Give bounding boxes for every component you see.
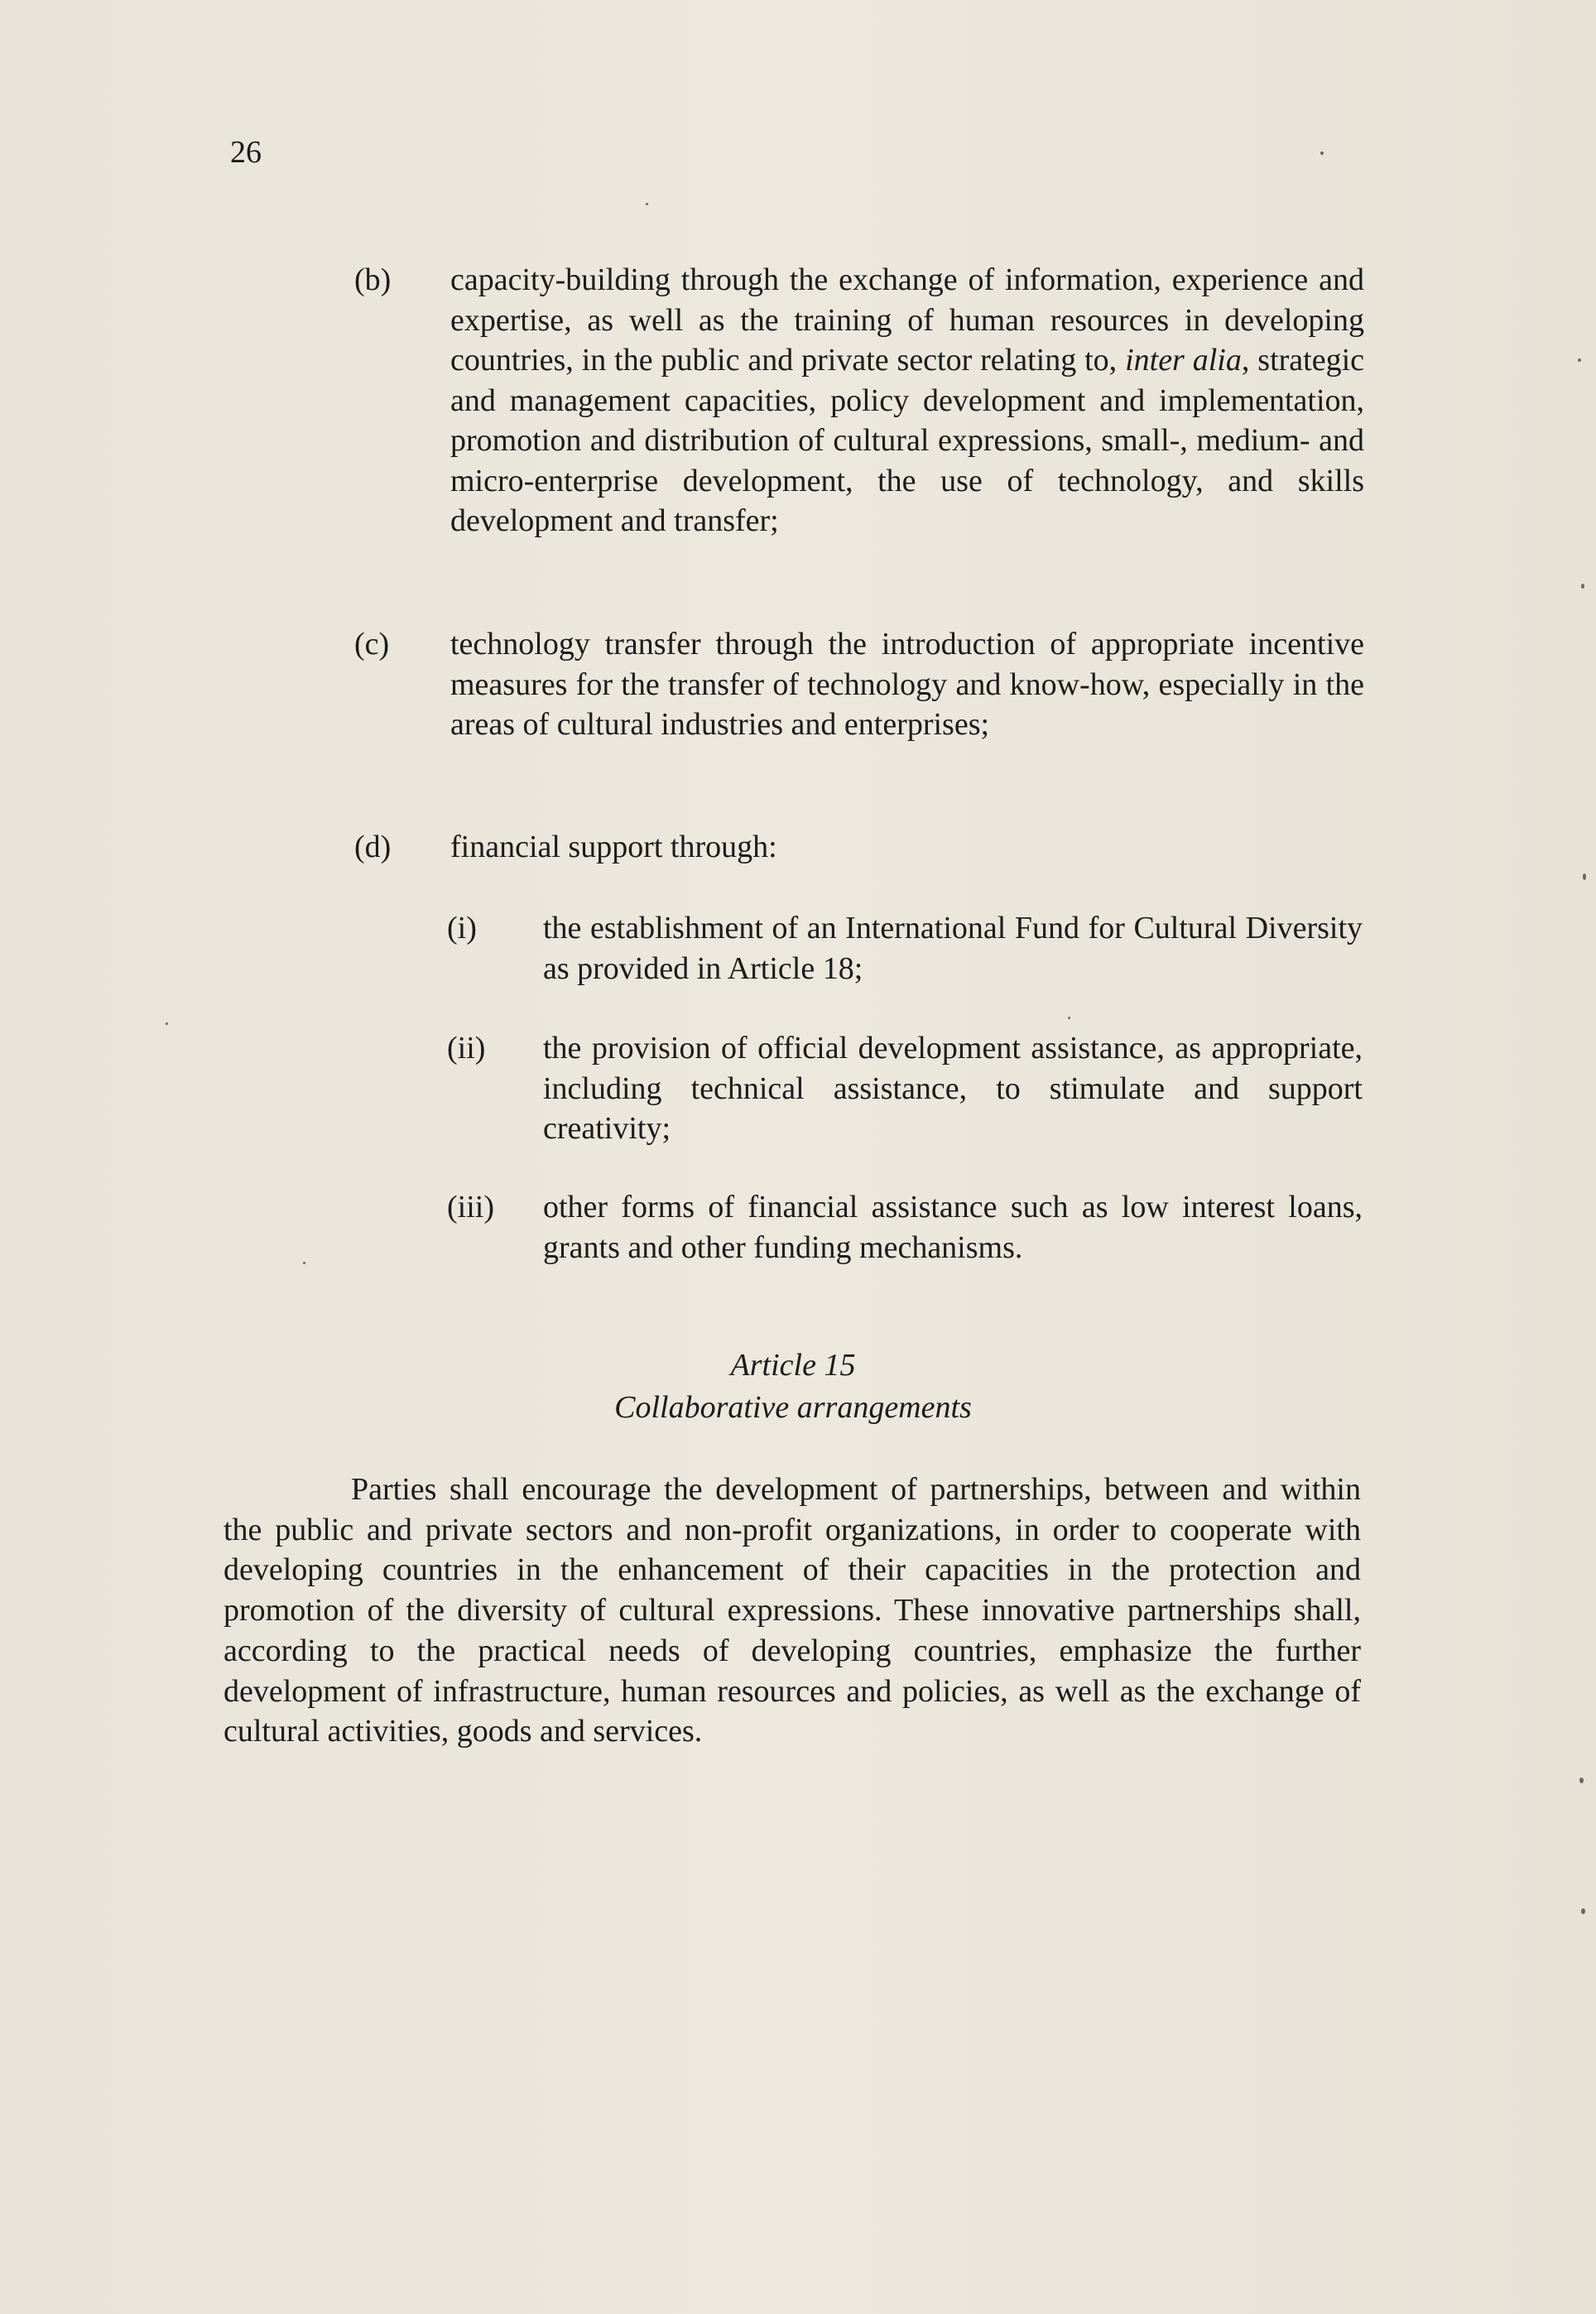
article-paragraph: Parties shall encourage the development of partnerships, between and within the public and private sectors and non-profit organizations, in order to cooperate with developing countries in the enhancement of their capacities in the protection and promotion of the diversity of cultural expressions. These innovative partnerships shall, according to the practical needs of developing countries, emphasize the further development of infrastructure, human resources and policies, as well as the exchange of cultural activities, goods and services. — [224, 1472, 1361, 1749]
sublist-marker-i: (i) — [447, 911, 477, 945]
scan-speck — [1581, 584, 1584, 589]
list-marker-b: (b) — [354, 262, 392, 297]
sublist-marker-ii: (ii) — [447, 1031, 486, 1066]
list-item-b-italic-phrase: inter alia — [1125, 343, 1242, 378]
list-marker-c: (c) — [354, 627, 390, 661]
scan-speck — [1320, 152, 1324, 155]
sublist-item-i-text: the establishment of an International Fund for Cultural Diversity as provided in Article 18; — [543, 911, 1363, 986]
list-item-b-text-part1: capacity-building through the exchange of information, experience and expertise, as well as the training of human resources in developing countries, in the public and private sector relating to, — [450, 262, 1364, 378]
scan-speck — [1583, 873, 1586, 880]
sublist-item-iii-text: other forms of financial assistance such as low interest loans, grants and other funding mechanisms. — [543, 1190, 1363, 1265]
scan-speck — [166, 1022, 168, 1025]
article-number: Article 15 — [730, 1348, 856, 1383]
page-number: 26 — [230, 135, 262, 170]
sublist-marker-iii: (iii) — [447, 1190, 494, 1224]
sublist-item-ii-text: the provision of official development assistance, as appropriate, including technical assistance, to stimulate and support creativity; — [543, 1031, 1363, 1146]
list-item-c-text: technology transfer through the introduction of appropriate incentive measures for the transfer of technology and know-how, especially in the areas of cultural industries and enterprises; — [450, 627, 1364, 742]
scan-speck — [1579, 1778, 1584, 1783]
scan-speck — [1581, 1908, 1585, 1914]
scan-speck — [303, 1262, 305, 1264]
list-marker-d: (d) — [354, 830, 392, 864]
scan-speck — [646, 203, 648, 205]
list-item-b-text — [450, 260, 1364, 541]
list-item-d-text: financial support through: — [450, 830, 777, 864]
article-title: Collaborative arrangements — [614, 1390, 972, 1425]
list-item-b-text-part2: , strategic and management capacities, policy development and implementation, promotion and distribution of cultural expressions, small-, medium- and micro-enterprise development, the use of technology, and skills development and transfer; — [450, 343, 1364, 538]
scan-speck — [1068, 1017, 1070, 1019]
scan-speck — [1578, 358, 1581, 362]
